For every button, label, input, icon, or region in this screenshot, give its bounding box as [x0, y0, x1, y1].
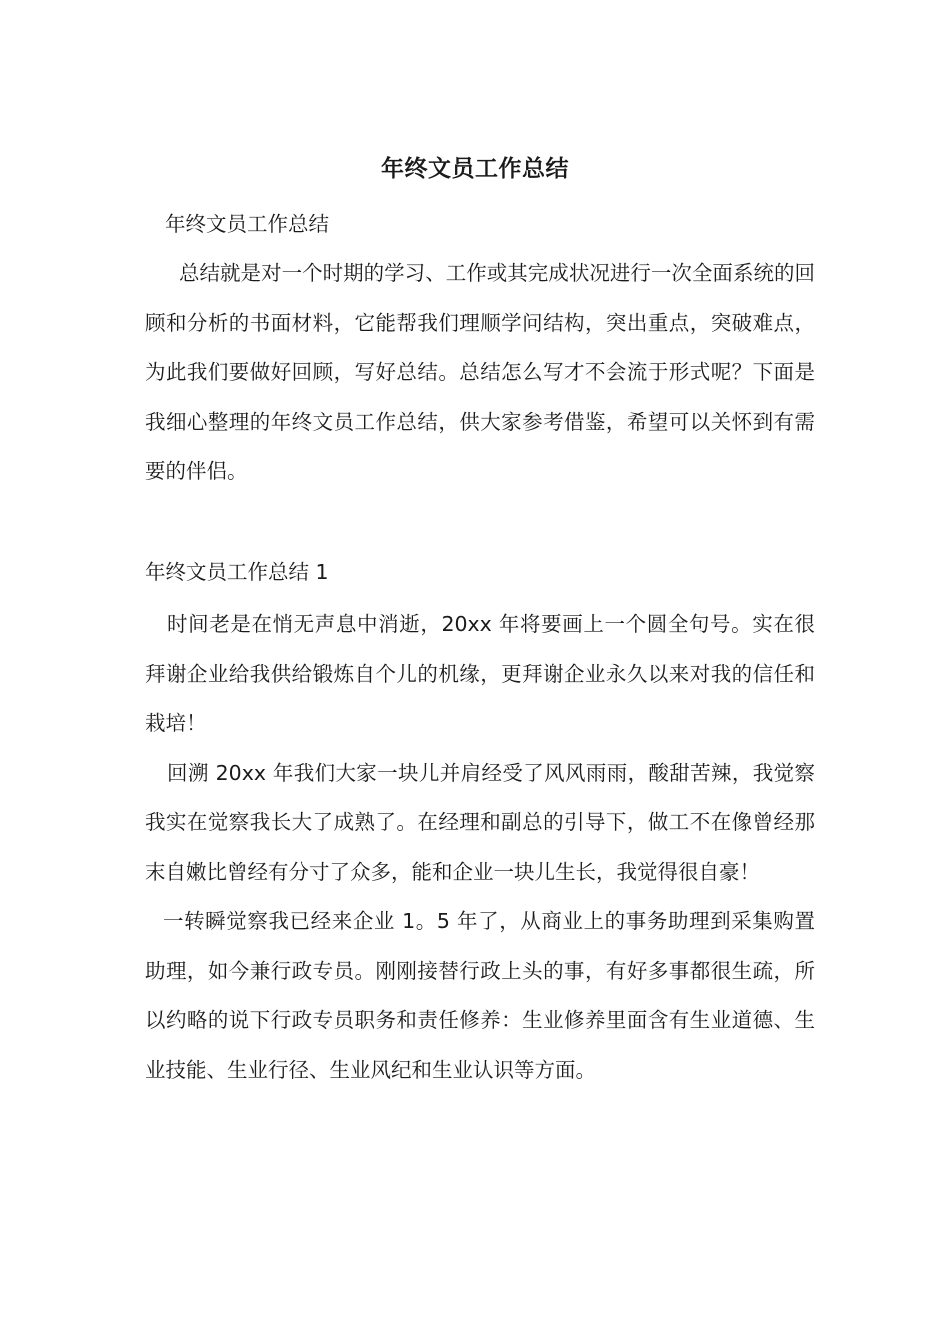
body-paragraph: 回溯 20xx 年我们大家一块儿并肩经受了风风雨雨，酸甜苦辣，我觉察我实在觉察我长大了成熟了。在经理和副总的引导下，做工不在像曾经那末自嫩比曾经有分寸了众多，能和企业一块儿生长，我觉得很自豪！ — [145, 760, 815, 884]
body-paragraph: 一转瞬觉察我已经来企业 1。5 年了，从商业上的事务助理到采集购置助理，如今兼行政专员。刚刚接替行政上头的事，有好多事都很生疏，所以约略的说下行政专员职务和责任修养：生业修养里面含有生业道德、生业技能、生业行径、生业风纪和生业认识等方面。 — [145, 909, 815, 1082]
document-subtitle: 年终文员工作总结 — [165, 212, 329, 236]
section-heading: 年终文员工作总结 1 — [145, 560, 329, 584]
section-body — [145, 600, 815, 1095]
body-paragraph: 时间老是在悄无声息中消逝，20xx 年将要画上一个圆全句号。实在很拜谢企业给我供给锻炼自个儿的机缘，更拜谢企业永久以来对我的信任和栽培！ — [145, 612, 815, 735]
intro-paragraph: 总结就是对一个时期的学习、工作或其完成状况进行一次全面系统的回顾和分析的书面材料，它能帮我们理顺学问结构，突出重点，突破难点，为此我们要做好回顾，写好总结。总结怎么写才不会流于形式呢？下面是我细心整理的年终文员工作总结，供大家参考借鉴，希望可以关怀到有需要的伴侣。 — [145, 261, 815, 483]
intro-block — [145, 249, 815, 497]
document-title: 年终文员工作总结 — [381, 156, 569, 182]
